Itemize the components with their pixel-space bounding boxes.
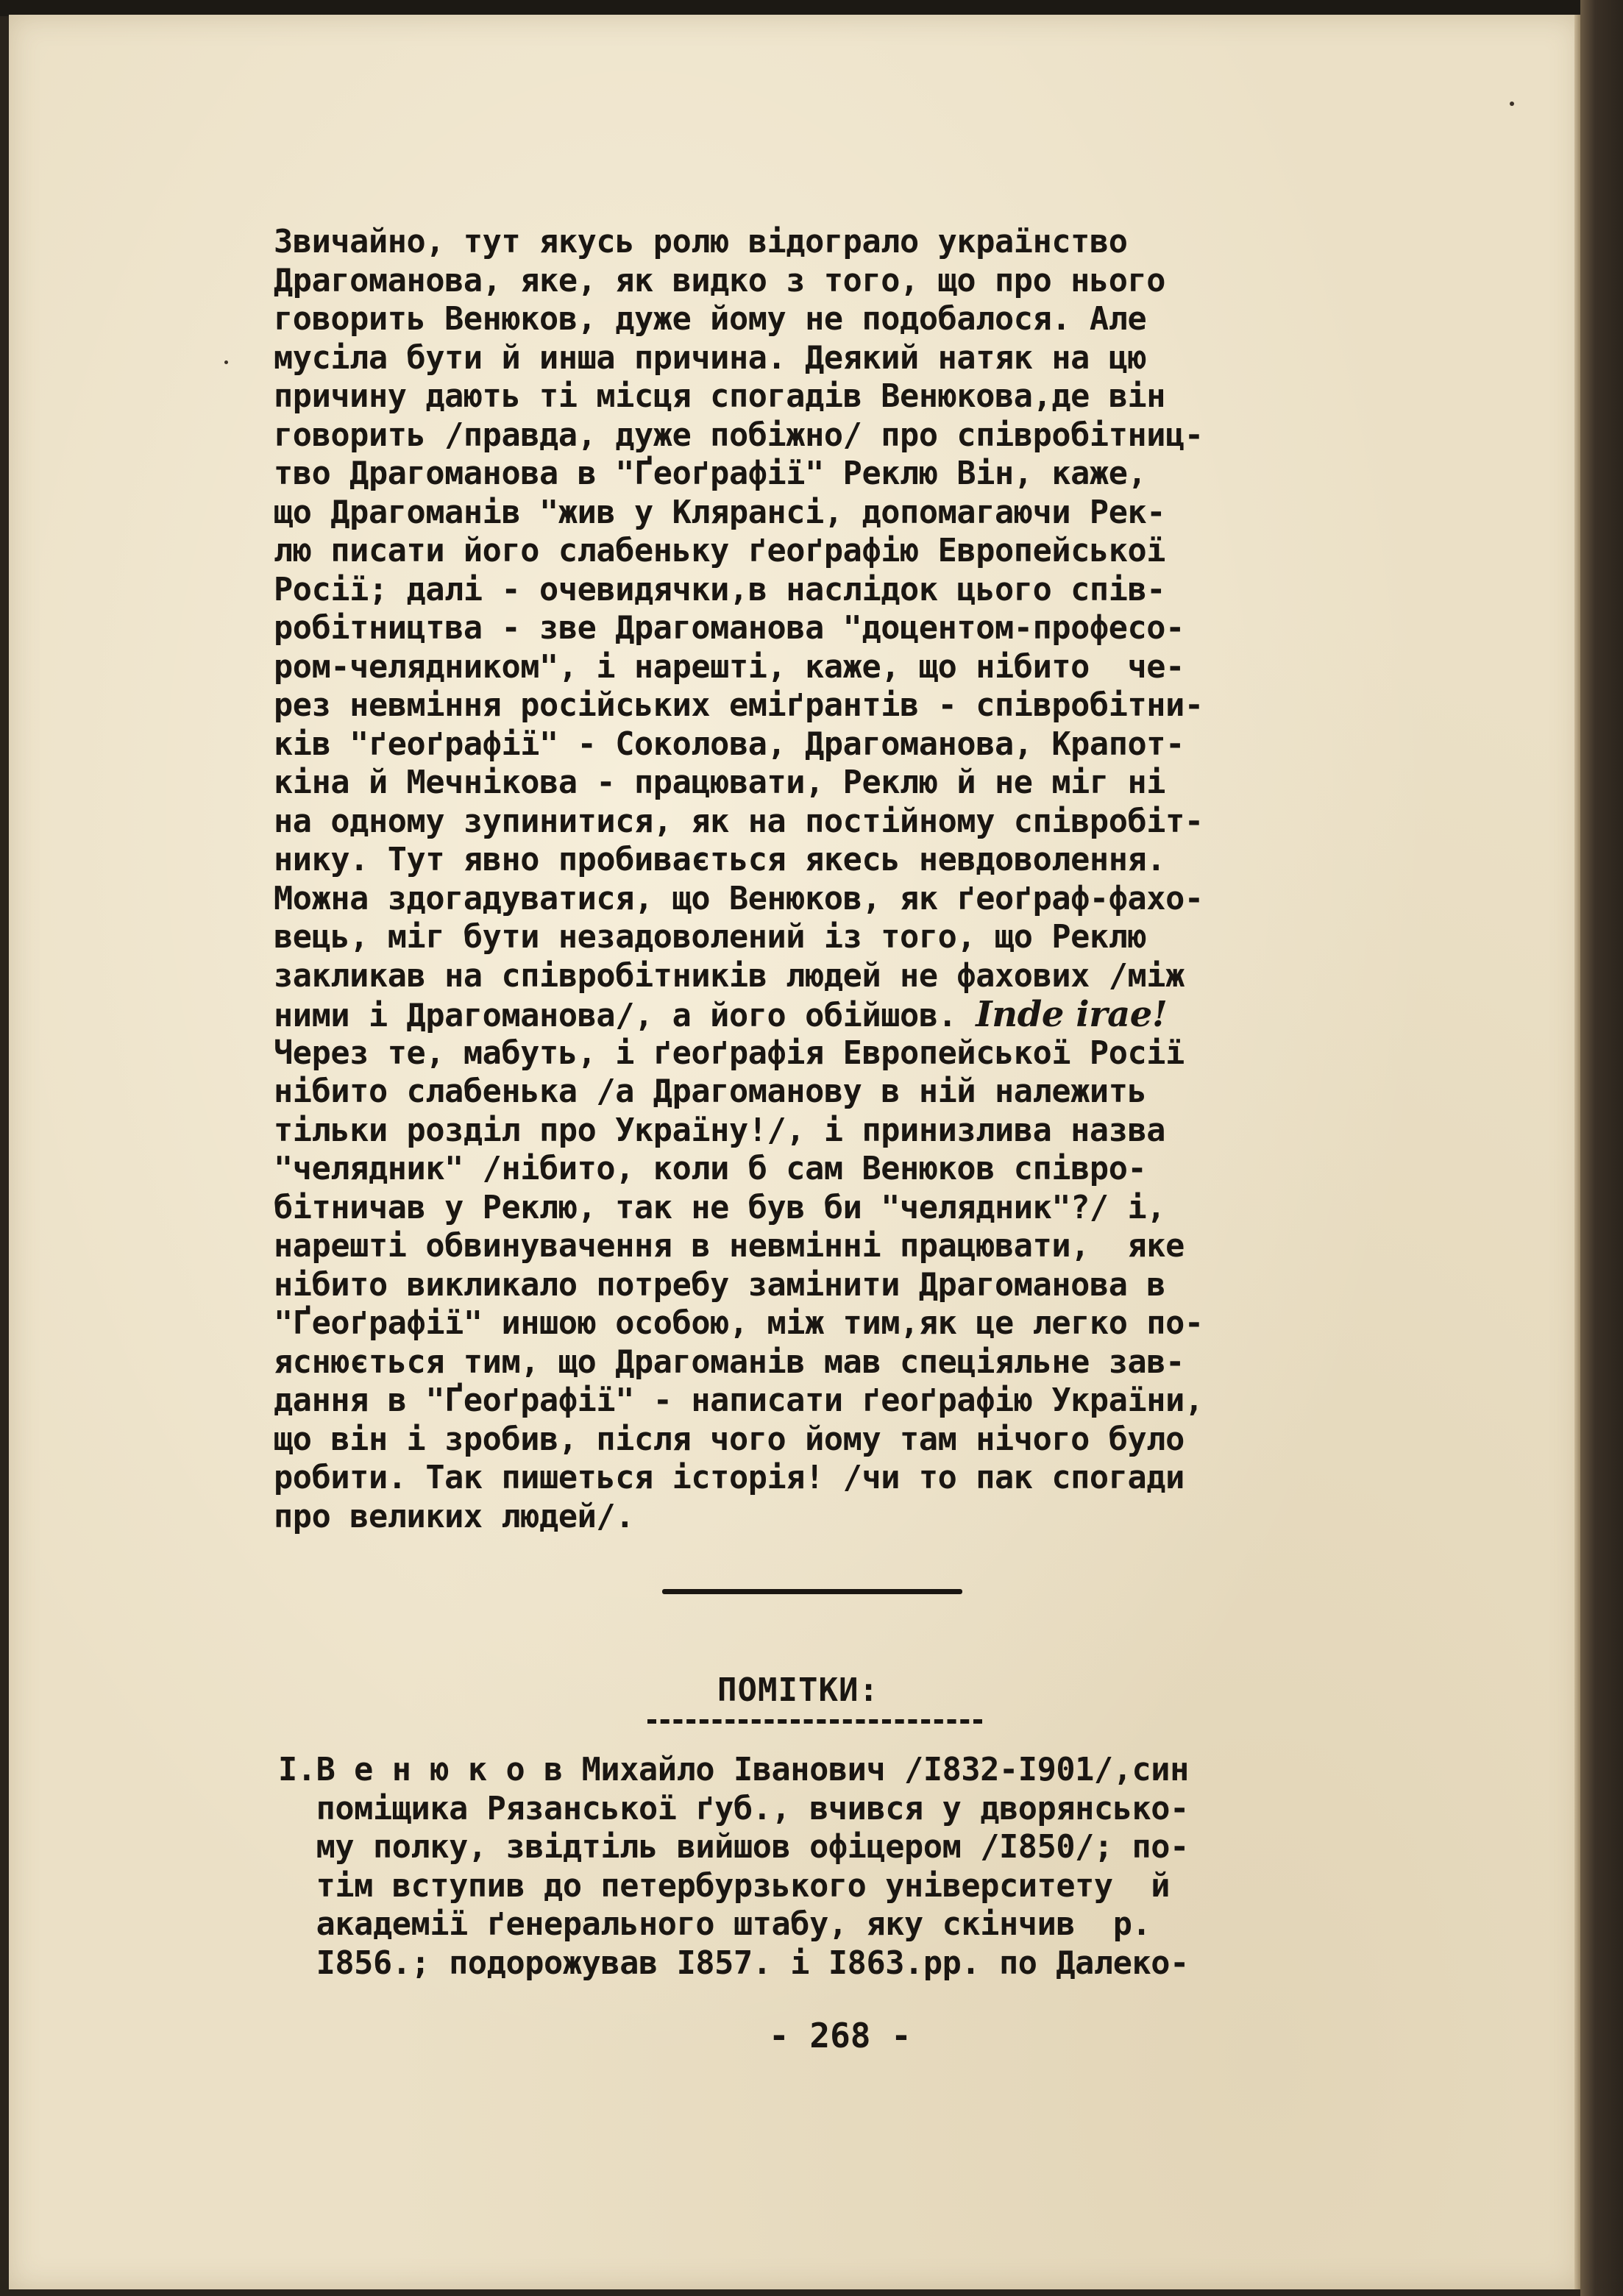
- text-line: поміщика Рязанської ґуб., вчився у дворянсько-: [278, 1790, 1189, 1827]
- text-line: яснюється тим, що Драгоманів мав спеціяльне зав-: [274, 1343, 1185, 1381]
- section-divider: [662, 1589, 962, 1594]
- page-number: - 268 -: [769, 2016, 912, 2055]
- text-line: мусіла бути й инша причина. Деякий натяк на цю: [274, 339, 1147, 377]
- text-line: говорить Венюков, дуже йому не подобалося. Але: [274, 301, 1147, 338]
- text-line: бітничав у Реклю, так не був би "челядник"?/ і,: [274, 1189, 1166, 1226]
- latin-phrase: Inde irae!: [976, 994, 1168, 1035]
- text-line: академії ґенерального штабу, яку скінчив р.: [278, 1906, 1151, 1943]
- text-line: закликав на співробітників людей не фахових /між: [274, 957, 1185, 995]
- text-line: причину дають ті місця спогадів Венюкова,де він: [274, 378, 1166, 415]
- text-line: тільки розділ про Україну!/, і принизлива назва: [274, 1112, 1166, 1149]
- text-line: Драгоманова, яке, як видко з того, що про нього: [274, 262, 1166, 299]
- text-line: Звичайно, тут якусь ролю відограло українство: [274, 224, 1128, 260]
- text-line: ром-челядником", і нарешті, каже, що нібито че-: [274, 648, 1185, 686]
- notes-text: [278, 1751, 1470, 1983]
- text-line: на одному зупинитися, як на постійному співробіт-: [274, 803, 1204, 840]
- text-line: говорить /правда, дуже побіжно/ про співробітниц-: [274, 416, 1204, 454]
- text-line: "Ґеоґрафії" иншою особою, між тим,як це легко по-: [274, 1305, 1204, 1342]
- text-line: I856.; подорожував I857. і I863.рр. по Далеко-: [278, 1944, 1189, 1982]
- text-line: нібито викликало потребу замінити Драгоманова в: [274, 1266, 1166, 1304]
- text-line: I.В е н ю к о в Михайло Іванович /I832-I901/,син: [278, 1752, 1189, 1788]
- text-line: робітництва - зве Драгоманова "доцентом-професо-: [274, 610, 1185, 647]
- text-line: лю писати його слабеньку ґеоґрафію Европейської: [274, 533, 1166, 569]
- text-line: Росії; далі - очевидячки,в наслідок цього спів-: [274, 571, 1166, 608]
- text-line: що він і зробив, після чого йому там нічого було: [274, 1421, 1185, 1458]
- scan-speck: [1510, 102, 1514, 106]
- scan-top-edge: [0, 0, 1623, 16]
- text-line: Через те, мабуть, і ґеоґрафія Европейської Росії: [274, 1034, 1185, 1072]
- text-fragment: ними і Драгоманова/, а його обійшов.: [274, 998, 976, 1034]
- text-line: тво Драгоманова в "Ґеоґрафії" Реклю Він, каже,: [274, 455, 1147, 492]
- scan-speck: [224, 360, 228, 364]
- main-text: [274, 223, 1458, 1536]
- notes-title: ПОМІТКИ:: [717, 1671, 879, 1709]
- text-line: робити. Так пишеться історія! /чи то пак спогади: [274, 1460, 1185, 1496]
- text-line: нарешті обвинувачення в невмінні працювати, яке: [274, 1228, 1185, 1265]
- text-line: нібито слабенька /а Драгоманову в ній належить: [274, 1073, 1147, 1110]
- text-line: що Драгоманів "жив у Клярансі, допомагаючи Рек-: [274, 494, 1166, 531]
- binding-edge: [1580, 0, 1623, 2296]
- text-line: про великих людей/.: [274, 1498, 634, 1535]
- text-line: вець, міг бути незадоволений із того, що Реклю: [274, 919, 1147, 956]
- text-line: ків "ґеоґрафії" - Соколова, Драгоманова, Крапот-: [274, 725, 1185, 763]
- text-line: кіна й Мечнікова - працювати, Реклю й не міг ні: [274, 764, 1166, 801]
- text-line: [274, 995, 1458, 1034]
- text-line: му полку, звідтіль вийшов офіцером /I850/; по-: [278, 1829, 1189, 1866]
- text-line: тім вступив до петербурзького університету й: [278, 1867, 1171, 1905]
- text-line: рез невміння російських еміґрантів - співробітни-: [274, 687, 1204, 724]
- text-line: "челядник" /нібито, коли б сам Венюков співро-: [274, 1151, 1147, 1187]
- notes-title-underline: [647, 1719, 982, 1724]
- text-line: Можна здогадуватися, що Венюков, як ґеоґраф-фахо-: [274, 880, 1204, 917]
- text-line: нику. Тут явно пробивається якесь невдоволення.: [274, 842, 1166, 878]
- text-line: дання в "Ґеоґрафії" - написати ґеоґрафію України,: [274, 1382, 1204, 1419]
